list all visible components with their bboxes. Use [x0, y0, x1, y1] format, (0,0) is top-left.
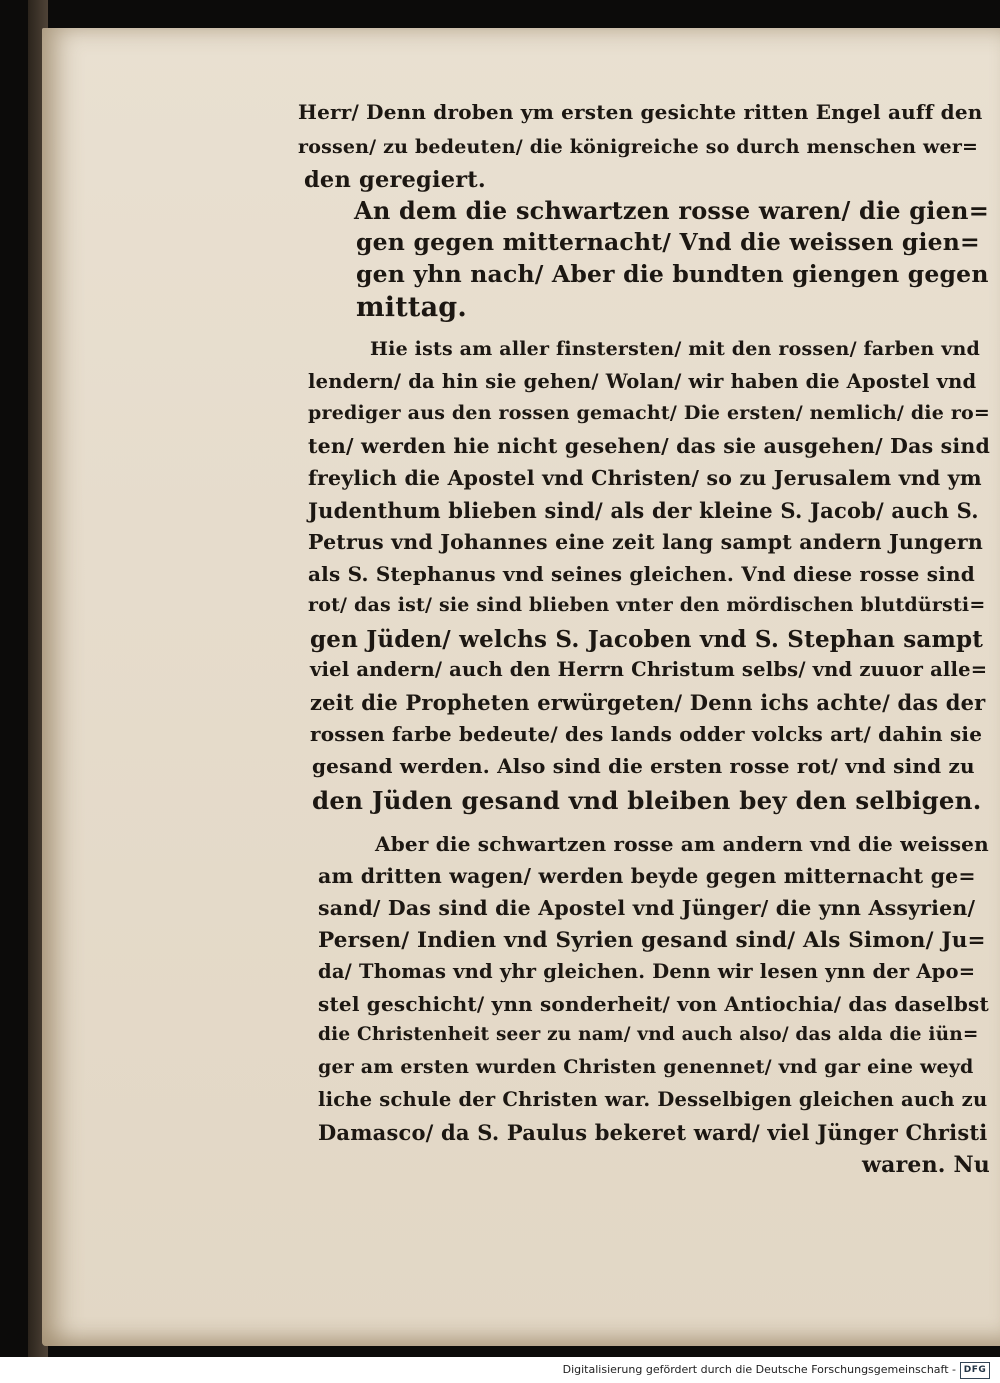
text-line: lendern/ da hin sie gehen/ Wolan/ wir haben die Apostel vnd [308, 370, 977, 393]
text-line: freylich die Apostel vnd Christen/ so zu Jerusalem vnd ym [308, 466, 982, 490]
funding-notice: Digitalisierung gefördert durch die Deutsche Forschungsgemeinschaft - [562, 1363, 956, 1376]
text-line: ten/ werden hie nicht gesehen/ das sie ausgehen/ Das sind [308, 434, 991, 458]
text-line: prediger aus den rossen gemacht/ Die ersten/ nemlich/ die ro= [308, 402, 991, 424]
text-line: rossen farbe bedeute/ des lands odder volcks art/ dahin sie [310, 722, 983, 746]
catchword-line: waren. Nu [862, 1152, 990, 1178]
text-line: gen Jüden/ welchs S. Jacoben vnd S. Stephan sampt [310, 626, 984, 653]
text-line: sand/ Das sind die Apostel vnd Jünger/ die ynn Assyrien/ [318, 896, 976, 920]
text-line: viel andern/ auch den Herrn Christum selbs/ vnd zuuor alle= [310, 658, 988, 681]
verse-line: gen yhn nach/ Aber die bundten giengen gegen [356, 260, 989, 288]
text-line: den geregiert. [304, 167, 486, 193]
text-line: den Jüden gesand vnd bleiben bey den selbigen. [312, 786, 982, 815]
verse-line: mittag. [356, 292, 467, 323]
text-line: rot/ das ist/ sie sind blieben vnter den mördischen blutdürsti= [308, 594, 986, 616]
text-line: gesand werden. Also sind die ersten rosse rot/ vnd sind zu [312, 754, 975, 778]
footer-bar [0, 1357, 1000, 1383]
text-line: Persen/ Indien vnd Syrien gesand sind/ Als Simon/ Ju= [318, 928, 986, 953]
text-line: Herr/ Denn droben ym ersten gesichte ritten Engel auff den [298, 100, 983, 124]
text-line: liche schule der Christen war. Desselbigen gleichen auch zu [318, 1088, 988, 1111]
text-line: Damasco/ da S. Paulus bekeret ward/ viel Jünger Christi [318, 1120, 988, 1145]
text-line: ger am ersten wurden Christen genennet/ vnd gar eine weyd [318, 1056, 974, 1078]
document-page [42, 28, 1000, 1346]
text-line: rossen/ zu bedeuten/ die königreiche so durch menschen wer= [298, 136, 979, 158]
verse-line: An dem die schwartzen rosse waren/ die gien= [354, 196, 990, 225]
text-line: stel geschicht/ ynn sonderheit/ von Antiochia/ das daselbst [318, 992, 989, 1016]
verse-line: gen gegen mitternacht/ Vnd die weissen gien= [356, 228, 980, 256]
text-line: Judenthum blieben sind/ als der kleine S. Jacob/ auch S. [308, 498, 979, 523]
text-line: am dritten wagen/ werden beyde gegen mitternacht ge= [318, 864, 976, 888]
text-line: Hie ists am aller finstersten/ mit den rossen/ farben vnd [370, 338, 980, 360]
text-line: als S. Stephanus vnd seines gleichen. Vnd diese rosse sind [308, 562, 975, 586]
text-line: die Christenheit seer zu nam/ vnd auch also/ das alda die iün= [318, 1024, 979, 1045]
text-line: Petrus vnd Johannes eine zeit lang sampt andern Jungern [308, 530, 984, 554]
text-line: zeit die Propheten erwürgeten/ Denn ichs achte/ das der [310, 690, 986, 715]
dfg-logo: DFG [960, 1362, 990, 1379]
text-line: Aber die schwartzen rosse am andern vnd die weissen [375, 832, 989, 856]
text-line: da/ Thomas vnd yhr gleichen. Denn wir lesen ynn der Apo= [318, 960, 976, 983]
